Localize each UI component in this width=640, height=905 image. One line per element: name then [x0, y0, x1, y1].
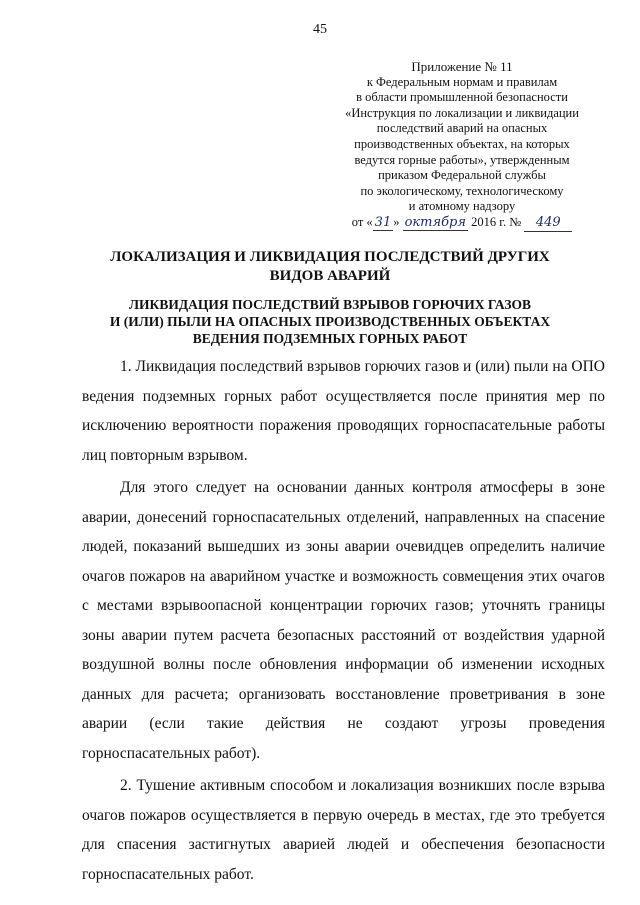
date-year: 2016 г. №: [471, 214, 522, 229]
handwritten-month: октября: [404, 214, 466, 230]
appendix-line: и атомному надзору: [408, 199, 516, 214]
paragraph: Для этого следует на основании данных контроля атмосферы в зоне аварии, донесений горноспасательных отделений, направленных на спасение людей, показаний вышедших из зоны аварии очевидцев определить наличие очагов пожаров на аварийном участке и возможность совмещения этих очагов с местами взрывоопасной концентрации горючих газов; уточнять границы зоны аварии путем расчета безопасных расстояний от воздействия ударной воздушной волны после обновления информации об изменении исходных данных для расчета; организовать восстановление проветривания в зоне аварии (если такие действия не создают угрозы проведения горноспасательных работ).: [82, 479, 605, 762]
appendix-line: к Федеральным нормам и правилам: [366, 74, 558, 89]
subsection-heading-line: И (ИЛИ) ПЫЛИ НА ОПАСНЫХ ПРОИЗВОДСТВЕННЫХ ОБЪЕКТАХ: [109, 314, 551, 329]
body-text: [82, 352, 605, 889]
appendix-line: последствий аварий на опасных: [376, 121, 548, 136]
date-mid: »: [393, 214, 400, 229]
section-heading-line: ВИДОВ АВАРИЙ: [269, 268, 391, 284]
section-heading: [60, 248, 600, 286]
appendix-line: «Инструкция по локализации и ликвидации: [345, 105, 579, 120]
subsection-heading: [60, 296, 600, 347]
handwritten-order-number: 449: [524, 215, 572, 232]
subsection-heading-line: ВЕДЕНИЯ ПОДЗЕМНЫХ ГОРНЫХ РАБОТ: [192, 331, 468, 346]
appendix-title: Приложение № 11: [411, 59, 513, 74]
page-number: 45: [313, 22, 327, 37]
paragraph: 2. Тушение активным способом и локализация возникших после взрыва очагов пожаров осуществляется в первую очередь в местах, где это требуется для спасения застигнутых аварией людей и обеспечения безопасности горноспасательных работ.: [82, 777, 605, 883]
appendix-line: ведутся горные работы», утвержденным: [354, 152, 570, 167]
paragraph: 1. Ликвидация последствий взрывов горючих газов и (или) пыли на ОПО ведения подземных горных работ осуществляется после принятия мер по исключению вероятности поражения проводящих горноспасательные работы лиц повторным взрывом.: [82, 358, 605, 464]
appendix-line: производственных объектах, на которых: [354, 136, 570, 151]
order-date-line: [328, 215, 596, 232]
subsection-heading-line: ЛИКВИДАЦИЯ ПОСЛЕДСТВИЙ ВЗРЫВОВ ГОРЮЧИХ ГАЗОВ: [129, 297, 531, 312]
appendix-line: по экологическому, технологическому: [360, 183, 564, 198]
appendix-line: приказом Федеральной службы: [378, 168, 546, 183]
handwritten-day: 31: [374, 214, 392, 230]
section-heading-line: ЛОКАЛИЗАЦИЯ И ЛИКВИДАЦИЯ ПОСЛЕДСТВИЙ ДРУГИХ: [110, 249, 550, 265]
appendix-header: [328, 59, 596, 232]
appendix-line: в области промышленной безопасности: [356, 90, 568, 105]
date-prefix: от «: [351, 214, 373, 229]
